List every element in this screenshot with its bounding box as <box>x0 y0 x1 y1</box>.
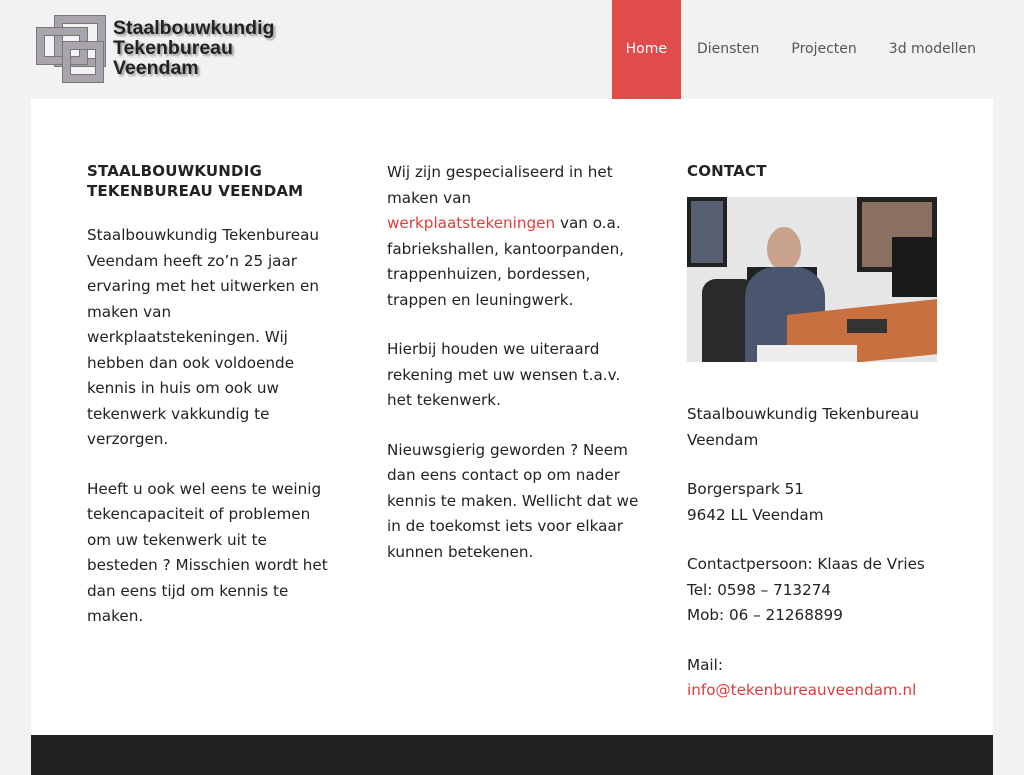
contact-company: Staalbouwkundig Tekenbureau Veendam <box>687 405 920 449</box>
services-paragraph: Hierbij houden we uiteraard rekening met uw wensen t.a.v. het tekenwerk. <box>387 340 621 409</box>
header <box>0 0 1024 99</box>
nav-3d-modellen[interactable]: 3d modellen <box>888 41 976 57</box>
logo-line: Staalbouwkundig <box>113 17 275 39</box>
content <box>31 99 993 735</box>
contact-city: 9642 LL Veendam <box>687 505 824 524</box>
contact-tel[interactable]: Tel: 0598 – 713274 <box>687 580 832 599</box>
main-nav <box>612 0 992 99</box>
nav-home[interactable]: Home <box>612 0 681 99</box>
intro-paragraph: Heeft u ook wel eens te weinig tekencapaciteit of problemen om uw tekenwerk uit te besteden ? Misschien wordt het dan eens tijd om kennis te maken. <box>87 479 328 625</box>
logo-line: Tekenbureau <box>113 37 233 59</box>
logo[interactable] <box>37 16 274 82</box>
text: van o.a. fabriekshallen, kantoorpanden, trappenhuizen, bordessen, trappen en leuningwerk. <box>387 214 625 309</box>
werkplaatstekeningen-link[interactable]: werkplaatstekeningen <box>387 214 556 232</box>
logo-mark-icon <box>37 16 105 82</box>
text: Wij zijn gespecialiseerd in het maken van <box>387 163 613 207</box>
logo-line: Veendam <box>113 57 199 79</box>
intro-title: STAALBOUWKUNDIG TEKENBUREAU VEENDAM <box>87 162 304 200</box>
contact-person: Contactpersoon: Klaas de Vries <box>687 555 925 573</box>
nav-projecten[interactable]: Projecten <box>791 41 857 57</box>
intro-paragraph: Staalbouwkundig Tekenbureau Veendam heeft zo’n 25 jaar ervaring met het uitwerken en maken van werkplaatstekeningen. Wij hebben dan ook voldoende kennis in huis om ook uw tekenwerk vakkundig te verzorgen. <box>87 226 320 448</box>
contact-street: Borgerspark 51 <box>687 480 804 498</box>
mail-link[interactable]: info@tekenbureauveendam.nl <box>687 681 917 699</box>
contact-column <box>687 161 939 728</box>
footer <box>31 735 993 775</box>
nav-diensten[interactable]: Diensten <box>696 41 760 57</box>
intro-column <box>87 161 339 654</box>
mail-label: Mail: <box>687 655 723 674</box>
services-column <box>387 160 639 589</box>
services-paragraph: Nieuwsgierig geworden ? Neem dan eens contact op om nader kennis te maken. Wellicht dat we in de toekomst iets voor elkaar kunnen betekenen. <box>387 440 639 561</box>
contact-mob[interactable]: Mob: 06 – 21268899 <box>687 606 843 624</box>
contact-title: CONTACT <box>687 162 767 180</box>
contact-photo <box>687 197 937 362</box>
